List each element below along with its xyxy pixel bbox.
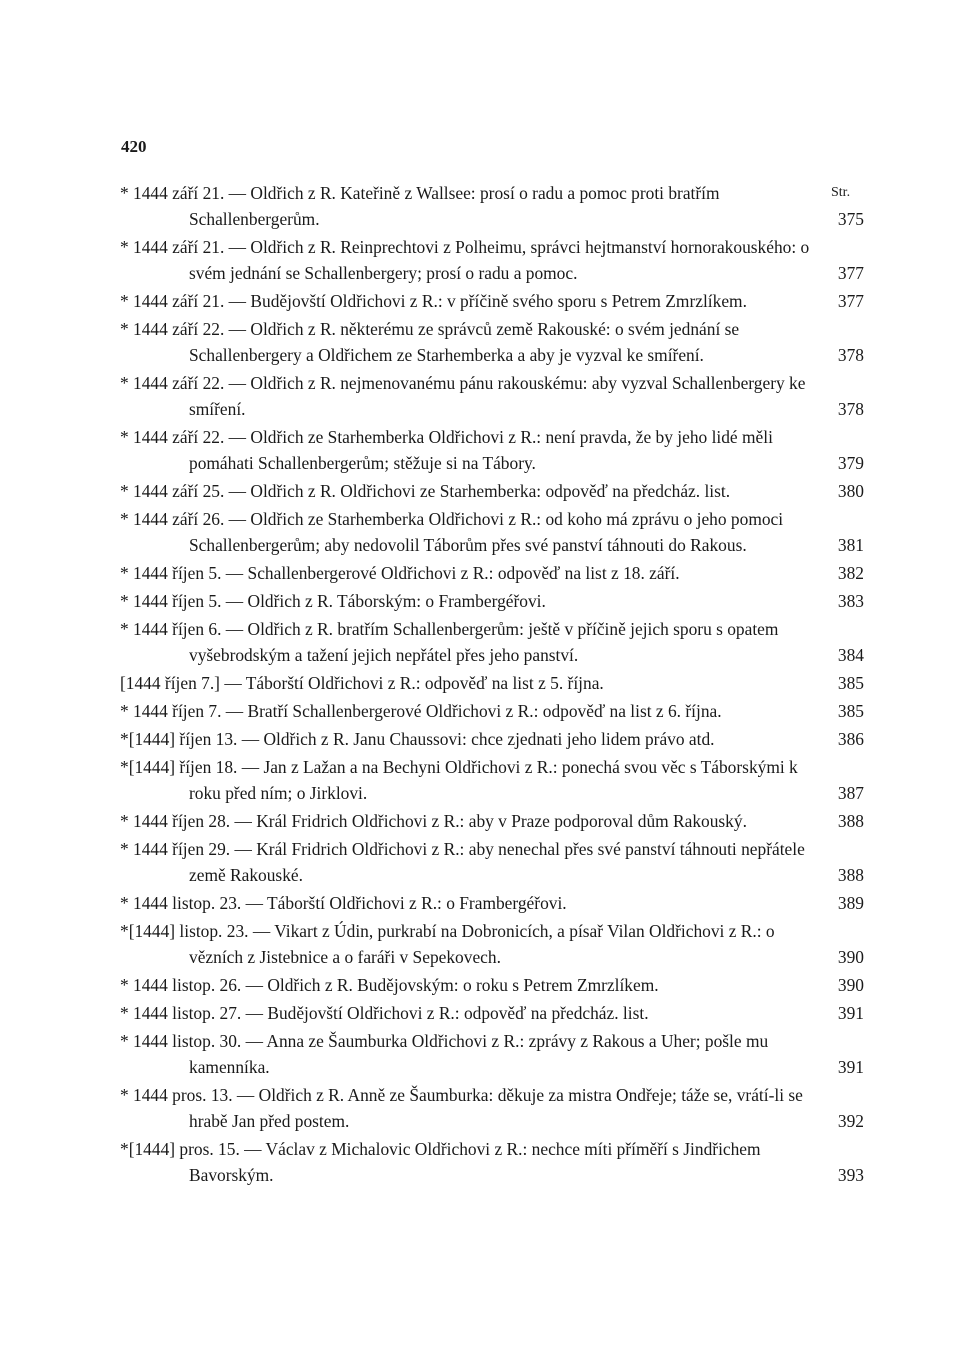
list-item xyxy=(120,588,864,614)
entry-text: * 1444 říjen 7. — Bratří Schallenbergerové Oldřichovi z R.: odpověď na list z 6. října. xyxy=(120,701,722,721)
entry-text: * 1444 září 22. — Oldřich z R. nejmenovanému pánu rakouskému: aby vyzval Schallenbergery ke smíření. xyxy=(120,373,806,419)
list-item xyxy=(120,288,864,314)
list-item xyxy=(120,698,864,724)
entry-text: * 1444 říjen 6. — Oldřich z R. bratřím Schallenbergerům: ještě v příčině jejich sporu s opatem vyšebrodským a tažení jejich nepřátel přes jeho panství. xyxy=(120,619,779,665)
entry-page-number: 385 xyxy=(837,701,864,721)
entry-page-number: 390 xyxy=(837,947,864,967)
entry-text: * 1444 září 21. — Oldřich z R. Reinprechtovi z Polheimu, správci hejtmanství hornorakouského: o svém jednání se Schallenbergery; prosí o radu a pomoc. xyxy=(120,237,810,283)
list-item xyxy=(120,478,864,504)
list-item xyxy=(120,972,864,998)
entry-text: *[1444] pros. 15. — Václav z Michalovic Oldřichovi z R.: nechce míti příměří s Jindřichem Bavorským. xyxy=(120,1139,761,1185)
list-item xyxy=(120,890,864,916)
entry-text: * 1444 říjen 29. — Král Fridrich Oldřichovi z R.: aby nenechal přes své panství táhnouti nepřátele země Rakouské. xyxy=(120,839,805,885)
entry-page-number: 377 xyxy=(837,291,864,311)
list-item xyxy=(120,234,864,286)
entry-text: * 1444 říjen 5. — Schallenbergerové Oldřichovi z R.: odpověď na list z 18. září. xyxy=(120,563,680,583)
entry-page-number: 377 xyxy=(837,263,864,283)
entry-text: [1444 říjen 7.] — Táborští Oldřichovi z R.: odpověď na list z 5. října. xyxy=(120,673,604,693)
page-number: 420 xyxy=(121,137,147,156)
entry-page-number: 384 xyxy=(837,645,864,665)
entry-text: * 1444 září 21. — Oldřich z R. Kateřině z Wallsee: prosí o radu a pomoc proti bratřím Schallenbergerům. xyxy=(120,183,720,229)
entry-page-number: 392 xyxy=(837,1111,864,1131)
entry-text: *[1444] říjen 13. — Oldřich z R. Janu Chaussovi: chce zjednati jeho lidem právo atd. xyxy=(120,729,715,749)
entry-text: *[1444] říjen 18. — Jan z Lažan a na Bechyni Oldřichovi z R.: ponechá svou věc s Táborskými k roku před ním; o Jirklovi. xyxy=(120,757,798,803)
entry-text: *[1444] listop. 23. — Vikart z Údin, purkrabí na Dobronicích, a písař Vilan Oldřichovi z R.: o vězních z Jistebnice a o faráři v Sepekovech. xyxy=(120,921,775,967)
entry-page-number: 388 xyxy=(837,865,864,885)
entry-text: * 1444 září 25. — Oldřich z R. Oldřichovi ze Starhemberka: odpověď na předcház. list. xyxy=(120,481,731,501)
list-item xyxy=(120,180,864,232)
entry-text: * 1444 září 26. — Oldřich ze Starhemberka Oldřichovi z R.: od koho má zprávu o jeho pomoci Schallenbergerům; aby nedovolil Táborům přes své panství táhnouti do Rakous. xyxy=(120,509,784,555)
entry-list xyxy=(120,180,864,1190)
list-item xyxy=(120,670,864,696)
entry-page-number: 381 xyxy=(837,535,864,555)
entry-text: * 1444 pros. 13. — Oldřich z R. Anně ze Šaumburka: děkuje za mistra Ondřeje; táže se, vrátí-li se hrabě Jan před postem. xyxy=(120,1085,803,1131)
entry-page-number: 386 xyxy=(837,729,864,749)
entry-page-number: 375 xyxy=(837,209,864,229)
entry-text: * 1444 září 21. — Budějovští Oldřichovi z R.: v příčině svého sporu s Petrem Zmrzlíkem. xyxy=(120,291,747,311)
list-item xyxy=(120,1082,864,1134)
list-item xyxy=(120,1028,864,1080)
entry-page-number: 378 xyxy=(837,399,864,419)
entry-text: * 1444 listop. 27. — Budějovští Oldřichovi z R.: odpověď na předcház. list. xyxy=(120,1003,649,1023)
entry-text: * 1444 září 22. — Oldřich z R. některému ze správců země Rakouské: o svém jednání se Schallenbergery a Oldřichem ze Starhemberka a aby je vyzval ke smíření. xyxy=(120,319,740,365)
entry-text: * 1444 říjen 5. — Oldřich z R. Táborským: o Frambergéřovi. xyxy=(120,591,546,611)
entry-page-number: 385 xyxy=(837,673,864,693)
entry-page-number: 391 xyxy=(837,1003,864,1023)
entry-text: * 1444 říjen 28. — Král Fridrich Oldřichovi z R.: aby v Praze podporoval dům Rakouský. xyxy=(120,811,747,831)
list-item xyxy=(120,1136,864,1188)
entry-text: * 1444 listop. 30. — Anna ze Šaumburka Oldřichovi z R.: zprávy z Rakous a Uher; pošle mu kamenníka. xyxy=(120,1031,769,1077)
list-item xyxy=(120,836,864,888)
entry-text: * 1444 listop. 26. — Oldřich z R. Budějovským: o roku s Petrem Zmrzlíkem. xyxy=(120,975,659,995)
list-item xyxy=(120,506,864,558)
entry-page-number: 390 xyxy=(837,975,864,995)
list-item xyxy=(120,754,864,806)
list-item xyxy=(120,808,864,834)
entry-page-number: 387 xyxy=(837,783,864,803)
list-item xyxy=(120,370,864,422)
entry-page-number: 391 xyxy=(837,1057,864,1077)
entry-page-number: 380 xyxy=(837,481,864,501)
list-item xyxy=(120,1000,864,1026)
entry-page-number: 383 xyxy=(837,591,864,611)
list-item xyxy=(120,616,864,668)
entry-page-number: 388 xyxy=(837,811,864,831)
list-item xyxy=(120,560,864,586)
entry-text: * 1444 září 22. — Oldřich ze Starhemberka Oldřichovi z R.: není pravda, že by jeho lidé měli pomáhati Schallenbergerům; stěžuje si na Tábory. xyxy=(120,427,773,473)
entry-page-number: 393 xyxy=(837,1165,864,1185)
list-item xyxy=(120,726,864,752)
list-item xyxy=(120,316,864,368)
list-item xyxy=(120,424,864,476)
entry-page-number: 382 xyxy=(837,563,864,583)
list-item xyxy=(120,918,864,970)
entry-page-number: 379 xyxy=(837,453,864,473)
entry-page-number: 389 xyxy=(837,893,864,913)
page-column-header: Str. xyxy=(831,185,851,200)
entry-text: * 1444 listop. 23. — Táborští Oldřichovi z R.: o Frambergéřovi. xyxy=(120,893,567,913)
entry-page-number: 378 xyxy=(837,345,864,365)
